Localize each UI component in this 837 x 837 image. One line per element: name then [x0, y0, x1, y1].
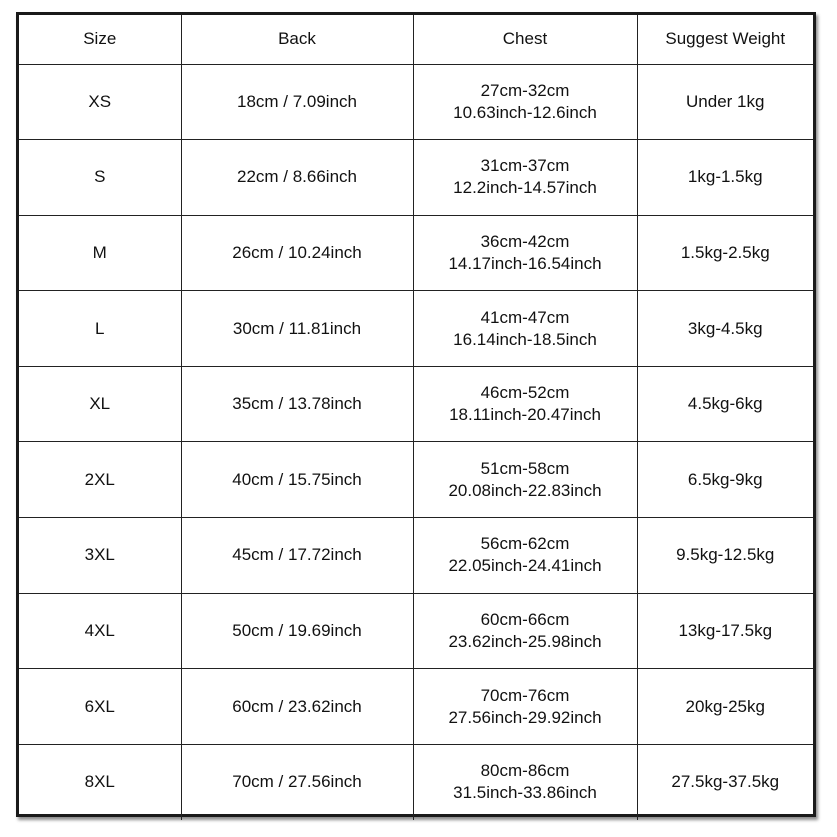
cell-back: 26cm / 10.24inch: [181, 215, 413, 291]
cell-suggest-weight: 13kg-17.5kg: [637, 593, 813, 669]
table-row: [19, 442, 813, 518]
cell-size: 2XL: [19, 442, 181, 518]
cell-chest: [413, 64, 637, 140]
size-chart-body: [19, 15, 813, 820]
cell-suggest-weight: 3kg-4.5kg: [637, 291, 813, 367]
header-size: Size: [19, 15, 181, 64]
size-chart-frame: [16, 12, 816, 817]
cell-back: 70cm / 27.56inch: [181, 744, 413, 820]
chest-cm-range: 27cm-32cm: [480, 80, 570, 100]
chest-cm-range: 46cm-52cm: [480, 383, 570, 403]
chest-cm-range: 80cm-86cm: [480, 761, 570, 781]
cell-size: S: [19, 140, 181, 216]
cell-size: 3XL: [19, 518, 181, 594]
chest-inch-range: 16.14inch-18.5inch: [453, 329, 597, 349]
cell-back: 22cm / 8.66inch: [181, 140, 413, 216]
chest-cm-range: 36cm-42cm: [480, 231, 570, 251]
table-row: [19, 669, 813, 745]
cell-size: 8XL: [19, 744, 181, 820]
cell-suggest-weight: 1.5kg-2.5kg: [637, 215, 813, 291]
chest-cm-range: 41cm-47cm: [480, 307, 570, 327]
cell-back: 60cm / 23.62inch: [181, 669, 413, 745]
cell-chest: [413, 366, 637, 442]
table-row: [19, 215, 813, 291]
chest-cm-range: 56cm-62cm: [480, 534, 570, 554]
cell-size: M: [19, 215, 181, 291]
cell-suggest-weight: 20kg-25kg: [637, 669, 813, 745]
cell-suggest-weight: 9.5kg-12.5kg: [637, 518, 813, 594]
chest-cm-range: 70cm-76cm: [480, 685, 570, 705]
table-row: [19, 518, 813, 594]
chest-inch-range: 18.11inch-20.47inch: [449, 405, 601, 425]
table-row: [19, 366, 813, 442]
cell-suggest-weight: 27.5kg-37.5kg: [637, 744, 813, 820]
cell-back: 50cm / 19.69inch: [181, 593, 413, 669]
header-row: [19, 15, 813, 64]
chest-cm-range: 60cm-66cm: [480, 609, 570, 629]
cell-back: 18cm / 7.09inch: [181, 64, 413, 140]
cell-chest: [413, 669, 637, 745]
size-chart-table: [19, 15, 813, 820]
cell-suggest-weight: 4.5kg-6kg: [637, 366, 813, 442]
chest-inch-range: 22.05inch-24.41inch: [448, 556, 602, 576]
chest-cm-range: 51cm-58cm: [480, 458, 570, 478]
chest-inch-range: 31.5inch-33.86inch: [453, 783, 597, 803]
header-chest: Chest: [413, 15, 637, 64]
cell-chest: [413, 291, 637, 367]
cell-size: XS: [19, 64, 181, 140]
cell-chest: [413, 518, 637, 594]
cell-suggest-weight: Under 1kg: [637, 64, 813, 140]
cell-chest: [413, 140, 637, 216]
cell-chest: [413, 215, 637, 291]
cell-suggest-weight: 6.5kg-9kg: [637, 442, 813, 518]
chest-inch-range: 27.56inch-29.92inch: [448, 707, 602, 727]
cell-suggest-weight: 1kg-1.5kg: [637, 140, 813, 216]
table-row: [19, 593, 813, 669]
cell-back: 40cm / 15.75inch: [181, 442, 413, 518]
cell-chest: [413, 744, 637, 820]
cell-size: XL: [19, 366, 181, 442]
cell-size: 4XL: [19, 593, 181, 669]
chest-inch-range: 14.17inch-16.54inch: [448, 253, 602, 273]
cell-chest: [413, 442, 637, 518]
chest-inch-range: 12.2inch-14.57inch: [453, 178, 597, 198]
cell-chest: [413, 593, 637, 669]
chest-inch-range: 20.08inch-22.83inch: [448, 480, 602, 500]
chest-inch-range: 10.63inch-12.6inch: [453, 102, 597, 122]
cell-back: 45cm / 17.72inch: [181, 518, 413, 594]
cell-back: 30cm / 11.81inch: [181, 291, 413, 367]
cell-size: L: [19, 291, 181, 367]
header-back: Back: [181, 15, 413, 64]
table-row: [19, 744, 813, 820]
header-suggest-weight: Suggest Weight: [637, 15, 813, 64]
cell-size: 6XL: [19, 669, 181, 745]
chest-inch-range: 23.62inch-25.98inch: [448, 631, 602, 651]
chest-cm-range: 31cm-37cm: [480, 156, 570, 176]
table-row: [19, 64, 813, 140]
cell-back: 35cm / 13.78inch: [181, 366, 413, 442]
table-row: [19, 291, 813, 367]
table-row: [19, 140, 813, 216]
